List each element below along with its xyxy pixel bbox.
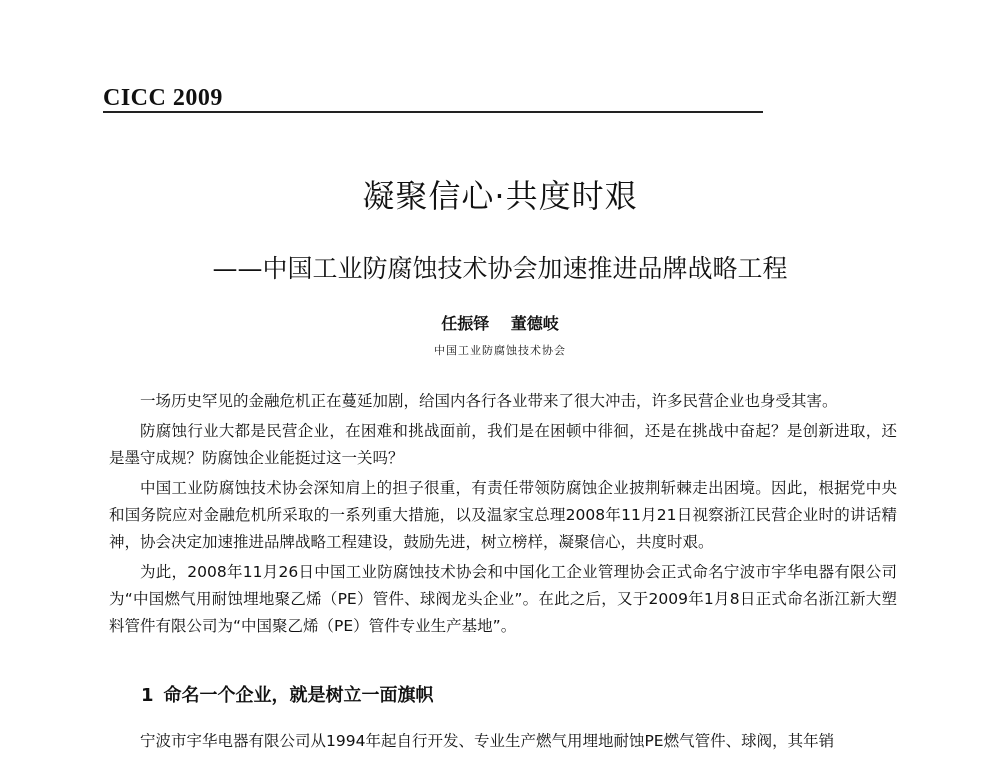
- author-name: 任振铎: [441, 314, 490, 333]
- body-paragraph: 防腐蚀行业大都是民营企业，在困难和挑战面前，我们是在困顿中徘徊，还是在挑战中奋起？是创新进取，还是墨守成规？防腐蚀企业能挺过这一关吗？: [109, 422, 897, 467]
- article-body: [109, 388, 897, 643]
- journal-name: CICC 2009: [103, 85, 223, 111]
- running-header: [103, 84, 763, 114]
- header-rule: [103, 111, 763, 113]
- section-heading: [141, 683, 434, 709]
- author-list: [0, 313, 1000, 335]
- section-title: 命名一个企业，就是树立一面旗帜: [163, 685, 434, 706]
- article-title: 凝聚信心·共度时艰: [362, 177, 638, 215]
- author-name: 董德岐: [510, 314, 559, 333]
- body-paragraph: 为此，2008年11月26日中国工业防腐蚀技术协会和中国化工企业管理协会正式命名宁波市宇华电器有限公司为“中国燃气用耐蚀埋地聚乙烯（PE）管件、球阀龙头企业”。在此之后，又于2009年1月8日正式命名浙江新大塑料管件有限公司为“中国聚乙烯（PE）管件专业生产基地”。: [109, 563, 897, 635]
- author-affiliation: 中国工业防腐蚀技术协会: [434, 344, 566, 357]
- body-paragraph: 中国工业防腐蚀技术协会深知肩上的担子很重，有责任带领防腐蚀企业披荆斩棘走出困境。因此，根据党中央和国务院应对金融危机所采取的一系列重大措施，以及温家宝总理2008年11月21日视察浙江民营企业时的讲话精神，协会决定加速推进品牌战略工程建设，鼓励先进，树立榜样，凝聚信心，共度时艰。: [109, 479, 897, 551]
- section-paragraph: 宁波市宇华电器有限公司从1994年起自行开发、专业生产燃气用埋地耐蚀PE燃气管件、球阀，其年销: [140, 732, 835, 750]
- article-subtitle: ——中国工业防腐蚀技术协会加速推进品牌战略工程: [212, 254, 788, 283]
- body-paragraph: 一场历史罕见的金融危机正在蔓延加剧，给国内各行各业带来了很大冲击，许多民营企业也身受其害。: [140, 392, 838, 410]
- section-number: 1: [141, 685, 154, 706]
